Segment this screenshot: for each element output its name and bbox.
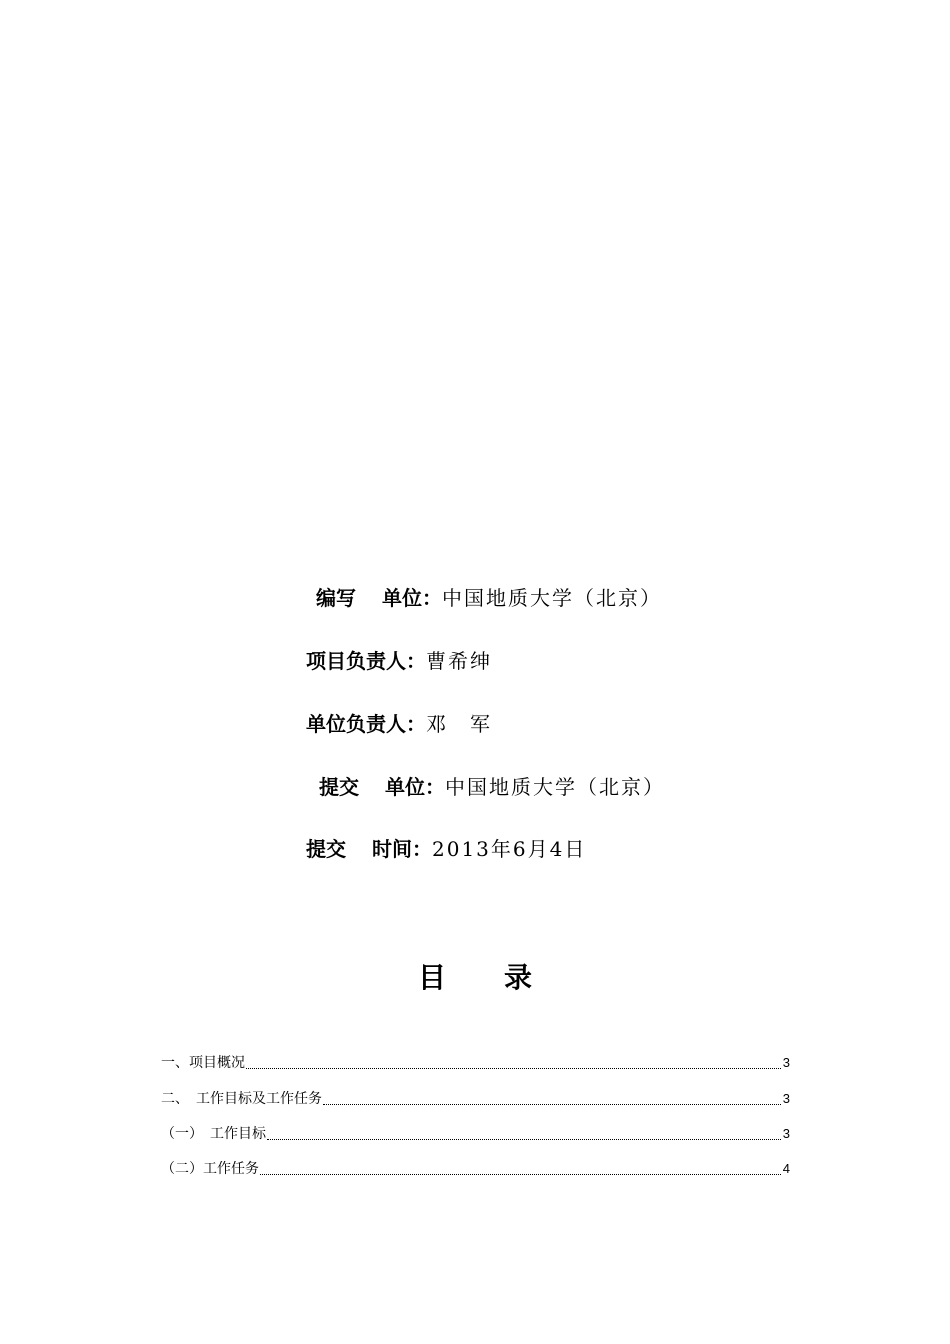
- info-label: 项目负责人: [306, 649, 406, 673]
- toc-entry-text: 二、 工作目标及工作任务: [161, 1091, 322, 1107]
- info-colon: ：: [412, 837, 432, 861]
- toc-entry-text: （二）工作任务: [161, 1161, 259, 1177]
- info-colon: ：: [425, 775, 445, 799]
- info-label: 时间: [372, 837, 412, 861]
- info-colon: ：: [406, 649, 426, 673]
- info-label: 单位: [385, 775, 425, 799]
- info-label: 提交: [319, 775, 359, 799]
- info-label: 编写: [316, 586, 356, 610]
- toc-page-number: 4: [782, 1161, 790, 1176]
- toc-dot-leader: [323, 1104, 781, 1105]
- info-line-submitting-unit: [319, 771, 665, 803]
- toc-title-char: 录: [504, 961, 533, 994]
- info-label: 单位: [382, 586, 422, 610]
- toc-page-number: 3: [782, 1126, 790, 1141]
- info-label: 提交: [306, 837, 346, 861]
- info-value: 中国地质大学（北京）: [445, 775, 665, 799]
- toc-entry-text: 一、项目概况: [161, 1055, 245, 1071]
- toc-page-number: 3: [782, 1091, 790, 1106]
- toc-entry-4[interactable]: [161, 1158, 790, 1180]
- info-value: 邓 军: [426, 712, 492, 736]
- toc-dot-leader: [246, 1068, 781, 1069]
- toc-dot-leader: [260, 1174, 781, 1175]
- info-label: 单位负责人: [306, 712, 406, 736]
- toc-dot-leader: [267, 1139, 781, 1140]
- info-line-unit-leader: [306, 708, 492, 740]
- info-colon: ：: [406, 712, 426, 736]
- info-line-compiling-unit: [316, 582, 662, 614]
- toc-entry-text: （一） 工作目标: [161, 1126, 266, 1142]
- toc-entry-1[interactable]: [161, 1052, 790, 1074]
- info-value: 中国地质大学（北京）: [442, 586, 662, 610]
- info-colon: ：: [422, 586, 442, 610]
- toc-entry-2[interactable]: [161, 1088, 790, 1110]
- toc-title-char: 目: [417, 961, 446, 994]
- toc-entry-3[interactable]: [161, 1123, 790, 1145]
- info-value: 2013年6月4日: [432, 837, 587, 861]
- info-line-submission-time: [306, 833, 586, 865]
- toc-title: [0, 958, 950, 998]
- toc-page-number: 3: [782, 1055, 790, 1070]
- info-line-project-leader: [306, 645, 492, 677]
- info-value: 曹希绅: [426, 649, 492, 673]
